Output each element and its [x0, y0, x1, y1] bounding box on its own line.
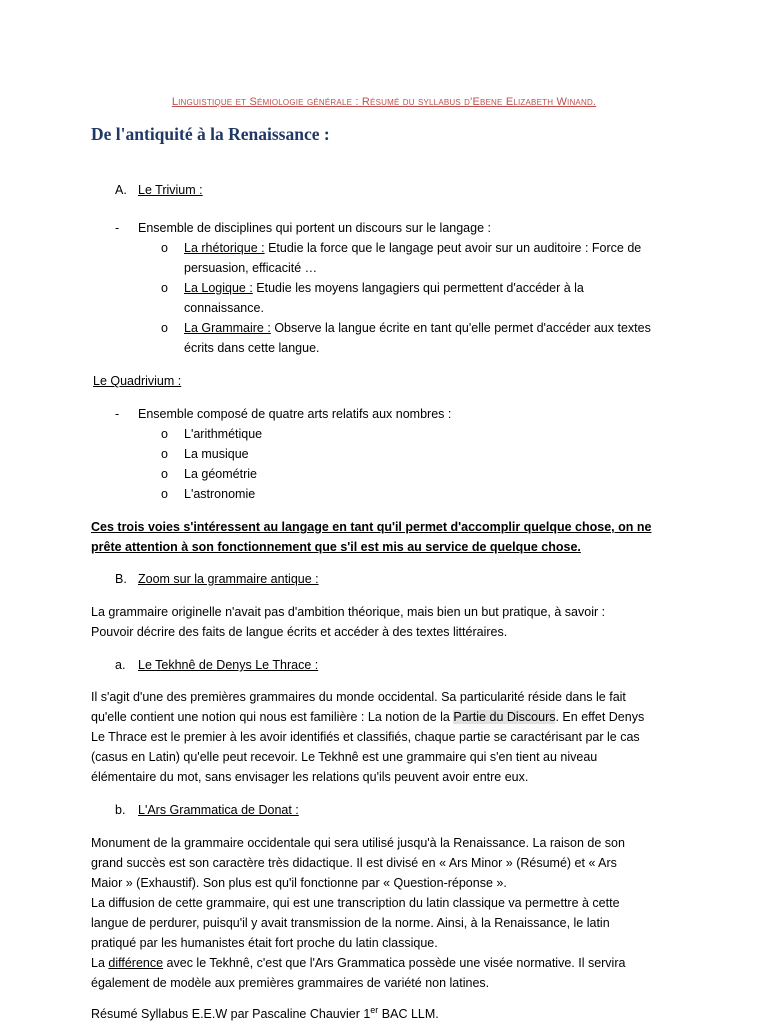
- section-a-marker: A.: [115, 183, 127, 197]
- subsection-b-title: L'Ars Grammatica de Donat :: [138, 803, 299, 817]
- bold-note-line-1: Ces trois voies s'intéressent au langage en tant qu'il permet d'accomplir quelque chose, on ne: [91, 520, 652, 534]
- dash-bullet: -: [115, 407, 120, 421]
- section-b-marker: B.: [115, 572, 127, 586]
- paragraph-line: Il s'agit d'une des premières grammaires du monde occidental. Sa particularité réside dans le fait: [91, 690, 626, 704]
- section-a-title: Le Trivium :: [138, 183, 203, 197]
- trivium-intro: Ensemble de disciplines qui portent un discours sur le langage :: [138, 221, 491, 235]
- dash-bullet: -: [115, 221, 120, 235]
- footer-credit: Résumé Syllabus E.E.W par Pascaline Chauvier 1er BAC LLM.: [91, 1004, 439, 1021]
- bold-note-line-2: prête attention à son fonctionnement que s'il est mis au service de quelque chose.: [91, 540, 581, 554]
- paragraph-line: La grammaire originelle n'avait pas d'ambition théorique, mais bien un but pratique, à savoir :: [91, 605, 606, 619]
- paragraph-line: langue de perdurer, puisqu'il y avait transmission de la norme. Ainsi, à la Renaissance, le latin: [91, 916, 610, 930]
- list-item: La géométrie: [184, 467, 257, 481]
- paragraph-line: Maior » (Exhaustif). Son plus est qu'il fonctionne par « Question-réponse ».: [91, 876, 507, 890]
- section-b-title: Zoom sur la grammaire antique :: [138, 572, 319, 586]
- paragraph-line: également de modèle aux premières grammaires de variété non latines.: [91, 976, 490, 990]
- list-item: L'astronomie: [184, 487, 256, 501]
- paragraph-line: grand succès est son caractère très didactique. Il est divisé en « Ars Minor » (Résumé) et « Ars: [91, 856, 617, 870]
- list-item-continuation: écrits dans cette langue.: [184, 341, 320, 355]
- paragraph-line: Le Thrace est le premier à les avoir identifiés et classifiés, chaque partie se caractérisant par le cas: [91, 730, 640, 744]
- paragraph-line: élémentaire du mot, sans envisager les relations qu'ils peuvent avoir entre eux.: [91, 770, 529, 784]
- list-item: L'arithmétique: [184, 427, 263, 441]
- list-item-continuation: connaissance.: [184, 301, 264, 315]
- circle-bullet-icon: o: [161, 281, 168, 295]
- circle-bullet-icon: o: [161, 427, 168, 441]
- paragraph-line: La diffusion de cette grammaire, qui est une transcription du latin classique va permettre à cette: [91, 896, 620, 910]
- section-heading: De l'antiquité à la Renaissance :: [91, 124, 330, 144]
- list-item: La Logique : Etudie les moyens langagiers qui permettent d'accéder à la: [184, 281, 584, 295]
- underlined-term: différence: [108, 956, 164, 970]
- document-title: Linguistique et Sémiologie générale : Résumé du syllabus d'Ebene Elizabeth Winand.: [171, 96, 597, 108]
- paragraph-line: (casus en Latin) qu'elle peut recevoir. Le Tekhnê est une grammaire qui s'en tient au niveau: [91, 750, 598, 764]
- subsection-a-marker: a.: [115, 658, 126, 672]
- paragraph-line: qu'elle contient une notion qui nous est familière : La notion de la Partie du Discours. En effet Denys: [91, 710, 645, 724]
- list-item-continuation: persuasion, efficacité …: [184, 261, 318, 275]
- paragraph-line: Pouvoir décrire des faits de langue écrits et accéder à des textes littéraires.: [91, 625, 508, 639]
- circle-bullet-icon: o: [161, 447, 168, 461]
- circle-bullet-icon: o: [161, 321, 168, 335]
- list-item: La rhétorique : Etudie la force que le langage peut avoir sur un auditoire : Force de: [184, 241, 642, 255]
- subsection-b-marker: b.: [115, 803, 126, 817]
- highlighted-term: Partie du Discours: [453, 710, 556, 724]
- paragraph-line: pratiqué par les humanistes était fort proche du latin classique.: [91, 936, 438, 950]
- list-item: La musique: [184, 447, 249, 461]
- subsection-a-title: Le Tekhnê de Denys Le Thrace :: [138, 658, 319, 672]
- circle-bullet-icon: o: [161, 487, 168, 501]
- circle-bullet-icon: o: [161, 467, 168, 481]
- quadrivium-title: Le Quadrivium :: [93, 374, 182, 388]
- quadrivium-intro: Ensemble composé de quatre arts relatifs aux nombres :: [138, 407, 452, 421]
- circle-bullet-icon: o: [161, 241, 168, 255]
- list-item: La Grammaire : Observe la langue écrite en tant qu'elle permet d'accéder aux textes: [184, 321, 651, 335]
- paragraph-line: Monument de la grammaire occidentale qui sera utilisé jusqu'à la Renaissance. La raison de son: [91, 836, 625, 850]
- paragraph-line: La différence avec le Tekhnê, c'est que l'Ars Grammatica possède une visée normative. Il servira: [91, 956, 626, 970]
